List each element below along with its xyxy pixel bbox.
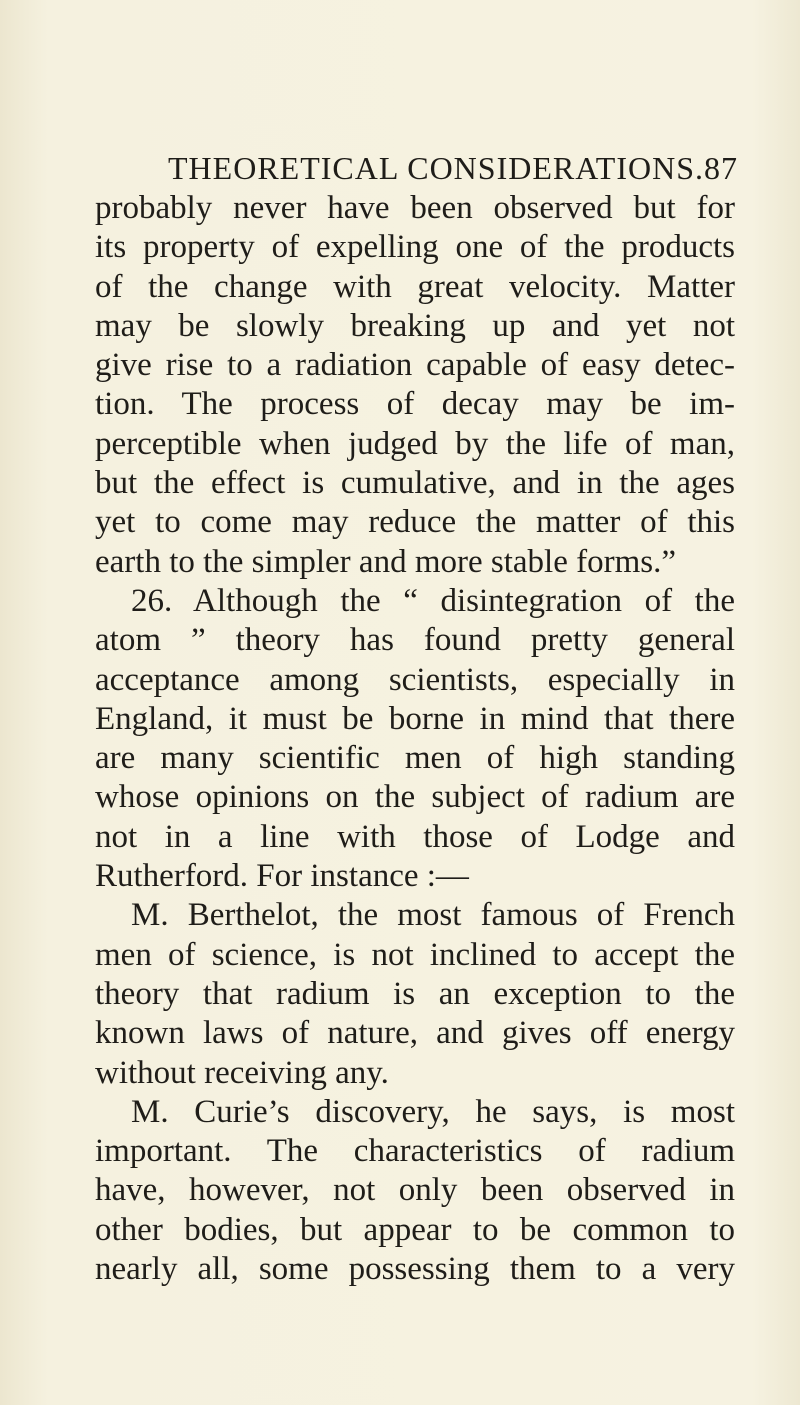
- text-line: of the change with great velocity. Matter: [95, 268, 735, 305]
- text-line: Rutherford. For instance :—: [95, 858, 469, 895]
- text-line: known laws of nature, and gives off energy: [95, 1015, 735, 1052]
- text-line: yet to come may reduce the matter of this: [95, 504, 735, 541]
- text-line: without receiving any.: [95, 1054, 389, 1091]
- text-line: have, however, not only been observed in: [95, 1172, 735, 1209]
- running-head: [168, 146, 738, 190]
- text-line: men of science, is not inclined to accept the: [95, 936, 735, 973]
- text-line: earth to the simpler and more stable forms.”: [95, 543, 676, 580]
- text-line: acceptance among scientists, especially in: [95, 661, 735, 698]
- chapter-title: THEORETICAL CONSIDERATIONS.: [168, 150, 705, 186]
- text-line: important. The characteristics of radium: [95, 1133, 735, 1170]
- text-line: probably never have been observed but for: [95, 190, 735, 226]
- text-line: give rise to a radiation capable of easy detec-: [95, 347, 735, 384]
- text-line: whose opinions on the subject of radium are: [95, 779, 735, 816]
- text-line: 26. Although the “ disintegration of the: [131, 582, 735, 619]
- text-line: its property of expelling one of the products: [95, 229, 735, 266]
- text-line: tion. The process of decay may be im-: [95, 386, 735, 423]
- text-line: but the effect is cumulative, and in the ages: [95, 465, 735, 502]
- body-text: [95, 189, 735, 1289]
- text-line: atom ” theory has found pretty general: [95, 622, 735, 659]
- page-number: 87: [704, 150, 738, 186]
- text-line: are many scientific men of high standing: [95, 740, 735, 777]
- text-line: may be slowly breaking up and yet not: [95, 307, 735, 344]
- text-line: theory that radium is an exception to the: [95, 975, 735, 1012]
- text-line: nearly all, some possessing them to a very: [95, 1251, 735, 1288]
- text-line: England, it must be borne in mind that there: [95, 700, 735, 737]
- text-line: M. Berthelot, the most famous of French: [131, 897, 735, 934]
- text-line: other bodies, but appear to be common to: [95, 1211, 735, 1248]
- text-line: M. Curie’s discovery, he says, is most: [131, 1093, 735, 1130]
- text-line: perceptible when judged by the life of man,: [95, 425, 735, 462]
- text-line: not in a line with those of Lodge and: [95, 818, 735, 855]
